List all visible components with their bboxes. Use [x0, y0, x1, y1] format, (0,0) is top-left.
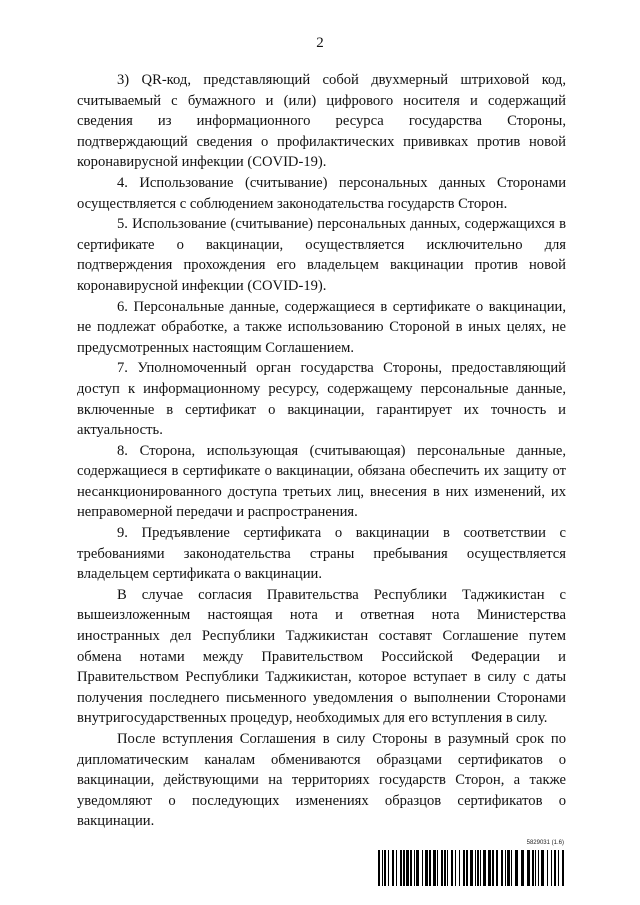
document-body: [77, 70, 566, 832]
paragraph-5: 5. Использование (считывание) персональных данных, содержащихся в сертификате о вакцинации, осуществляется исключительно для подтверждения прохождения его владельцем вакцинации против новой коронавирусной инфекции (COVID-19).: [77, 216, 566, 294]
paragraph-qr-code: 3) QR-код, представляющий собой двухмерный штриховой код, считываемый с бумажного и (или) цифрового носителя и содержащий сведения из информационного ресурса государства Стороны, подтверждающий сведения о профилактических прививках против новой коронавирусной инфекции (COVID-19).: [77, 72, 566, 171]
document-code: 5829031 (1.6): [526, 840, 564, 846]
paragraph-7: 7. Уполномоченный орган государства Стороны, предоставляющий доступ к информационному ресурсу, содержащему персональные данные, включенные в сертификат о вакцинации, гарантирует их точность и актуальность.: [77, 360, 566, 439]
paragraph-6: 6. Персональные данные, содержащиеся в сертификате о вакцинации, не подлежат обработке, а также использованию Стороной в иных целях, не предусмотренных настоящим Соглашением.: [77, 298, 566, 356]
paragraph-agreement-consent: В случае согласия Правительства Республики Таджикистан с вышеизложенным настоящая нота и ответная нота Министерства иностранных дел Республики Таджикистан составят Соглашение путем обмена нотами между Правительством Российской Федерации и Правительством Республики Таджикистан, которое вступает в силу с даты получения последнего письменного уведомления о выполнении Сторонами внутригосударственных процедур, необходимых для его вступления в силу.: [77, 586, 566, 727]
paragraph-4: 4. Использование (считывание) персональных данных Сторонами осуществляется с соблюдением законодательства государств Сторон.: [77, 174, 566, 212]
paragraph-9: 9. Предъявление сертификата о вакцинации в соответствии с требованиями законодательства страны пребывания осуществляется владельцем сертификата о вакцинации.: [77, 525, 566, 583]
page-number: 2: [316, 35, 324, 51]
paragraph-8: 8. Сторона, использующая (считывающая) персональные данные, содержащиеся в сертификате о вакцинации, обязана обеспечить их защиту от несанкционированного доступа третьих лиц, внесения в них изменений, их неправомерной передачи и распространения.: [77, 442, 566, 521]
paragraph-certificate-exchange: После вступления Соглашения в силу Стороны в разумный срок по дипломатическим каналам обмениваются образцами сертификатов о вакцинации, действующими на территориях государств Сторон, а также уведомляют о последующих изменениях образцов сертификатов о вакцинации.: [77, 731, 566, 830]
document-footer: [378, 840, 564, 886]
barcode-icon: [378, 850, 564, 886]
